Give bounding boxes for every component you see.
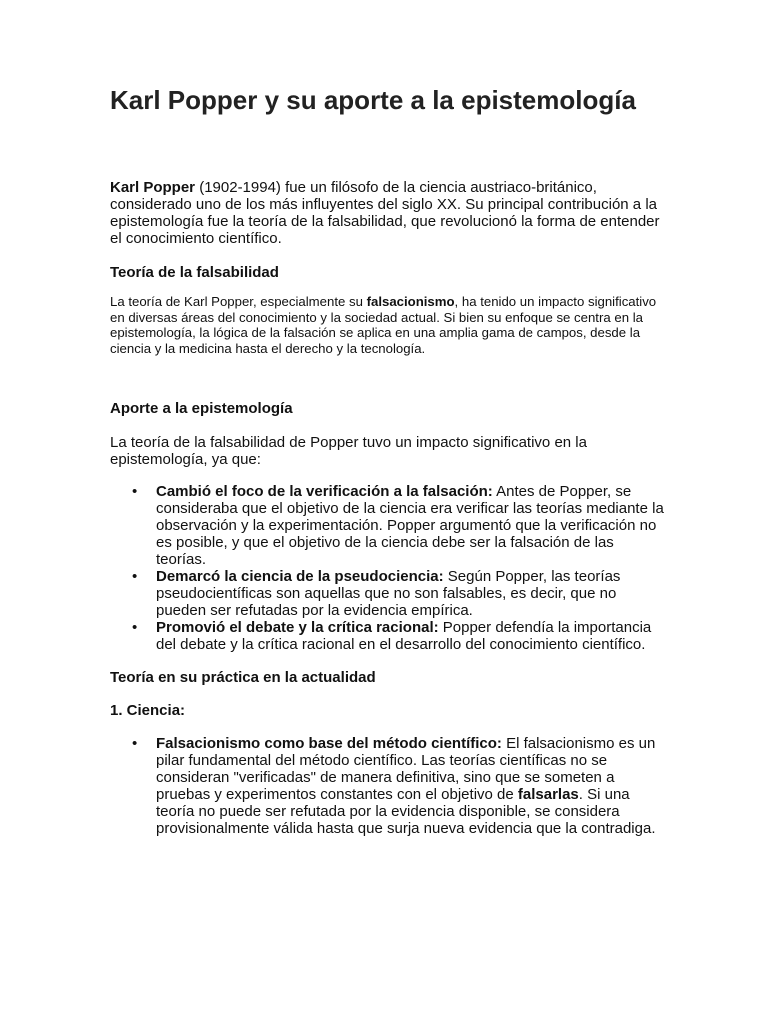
bullet-bold-inline: falsarlas bbox=[517, 786, 579, 803]
aporte-bullet-list bbox=[110, 483, 665, 653]
bullet-bold: Cambió el foco de la verificación a la falsación: bbox=[156, 483, 493, 500]
list-item bbox=[110, 568, 665, 619]
bullet-icon: • bbox=[132, 483, 138, 500]
page-title: Karl Popper y su aporte a la epistemología bbox=[110, 85, 636, 115]
falsabilidad-text-before: La teoría de Karl Popper, especialmente su bbox=[110, 294, 367, 309]
intro-text: (1902-1994) fue un filósofo de la ciencia austriaco-británico, considerado uno de los más influyentes del siglo XX. Su principal contribución a la epistemología fue la teoría de la falsabilidad, que revolucionó la forma de entender el conocimiento científico. bbox=[110, 179, 660, 247]
bullet-text-before: El falsacionismo es un pilar fundamental del método científico. Las teorías científicas no se consideran "verificadas" de manera definitiva, sino que se someten a pruebas y experimentos constantes con el objetivo de bbox=[156, 735, 656, 803]
list-item bbox=[110, 735, 665, 837]
heading-practica: Teoría en su práctica en la actualidad bbox=[110, 669, 376, 686]
bullet-text-after: . Si una teoría no puede ser refutada por la evidencia disponible, se considera provisionalmente válida hasta que surja nueva evidencia que la contradiga. bbox=[156, 786, 656, 837]
aporte-intro: La teoría de la falsabilidad de Popper tuvo un impacto significativo en la epistemología, ya que: bbox=[110, 434, 587, 468]
heading-falsabilidad: Teoría de la falsabilidad bbox=[110, 264, 279, 281]
document-page bbox=[110, 84, 665, 837]
falsabilidad-paragraph bbox=[110, 294, 665, 356]
subheading-ciencia: 1. Ciencia: bbox=[110, 702, 186, 719]
falsabilidad-text-after: , ha tenido un impacto significativo en diversas áreas del conocimiento y la sociedad actual. Si bien su enfoque se centra en la epistemología, la lógica de la falsación se aplica en una amplia gama de campos, desde la ciencia y la medicina hasta el derecho y la tecnología. bbox=[110, 294, 657, 356]
intro-paragraph bbox=[110, 179, 665, 247]
practica-bullet-list bbox=[110, 735, 665, 837]
bullet-bold: Demarcó la ciencia de la pseudociencia: bbox=[156, 568, 444, 585]
bullet-bold: Falsacionismo como base del método científico: bbox=[156, 735, 502, 752]
intro-name: Karl Popper bbox=[110, 179, 196, 196]
list-item bbox=[110, 483, 665, 568]
heading-aporte: Aporte a la epistemología bbox=[110, 400, 293, 417]
bullet-text: Antes de Popper, se consideraba que el objetivo de la ciencia era verificar las teorías mediante la observación y la experimentación. Popper argumentó que la verificación no es posible, y que el objetivo de la ciencia debe ser la falsación de las teorías. bbox=[156, 483, 664, 568]
bullet-bold: Promovió el debate y la crítica racional: bbox=[156, 619, 439, 636]
bullet-icon: • bbox=[132, 568, 138, 585]
bullet-icon: • bbox=[132, 619, 138, 636]
list-item bbox=[110, 619, 665, 653]
bullet-icon: • bbox=[132, 735, 138, 752]
bullet-text: Según Popper, las teorías pseudocientíficas son aquellas que no son falsables, es decir, que no pueden ser refutadas por la evidencia empírica. bbox=[156, 568, 621, 619]
bullet-text: Popper defendía la importancia del debate y la crítica racional en el desarrollo del conocimiento científico. bbox=[156, 619, 652, 653]
falsabilidad-bold: falsacionismo bbox=[366, 294, 455, 309]
